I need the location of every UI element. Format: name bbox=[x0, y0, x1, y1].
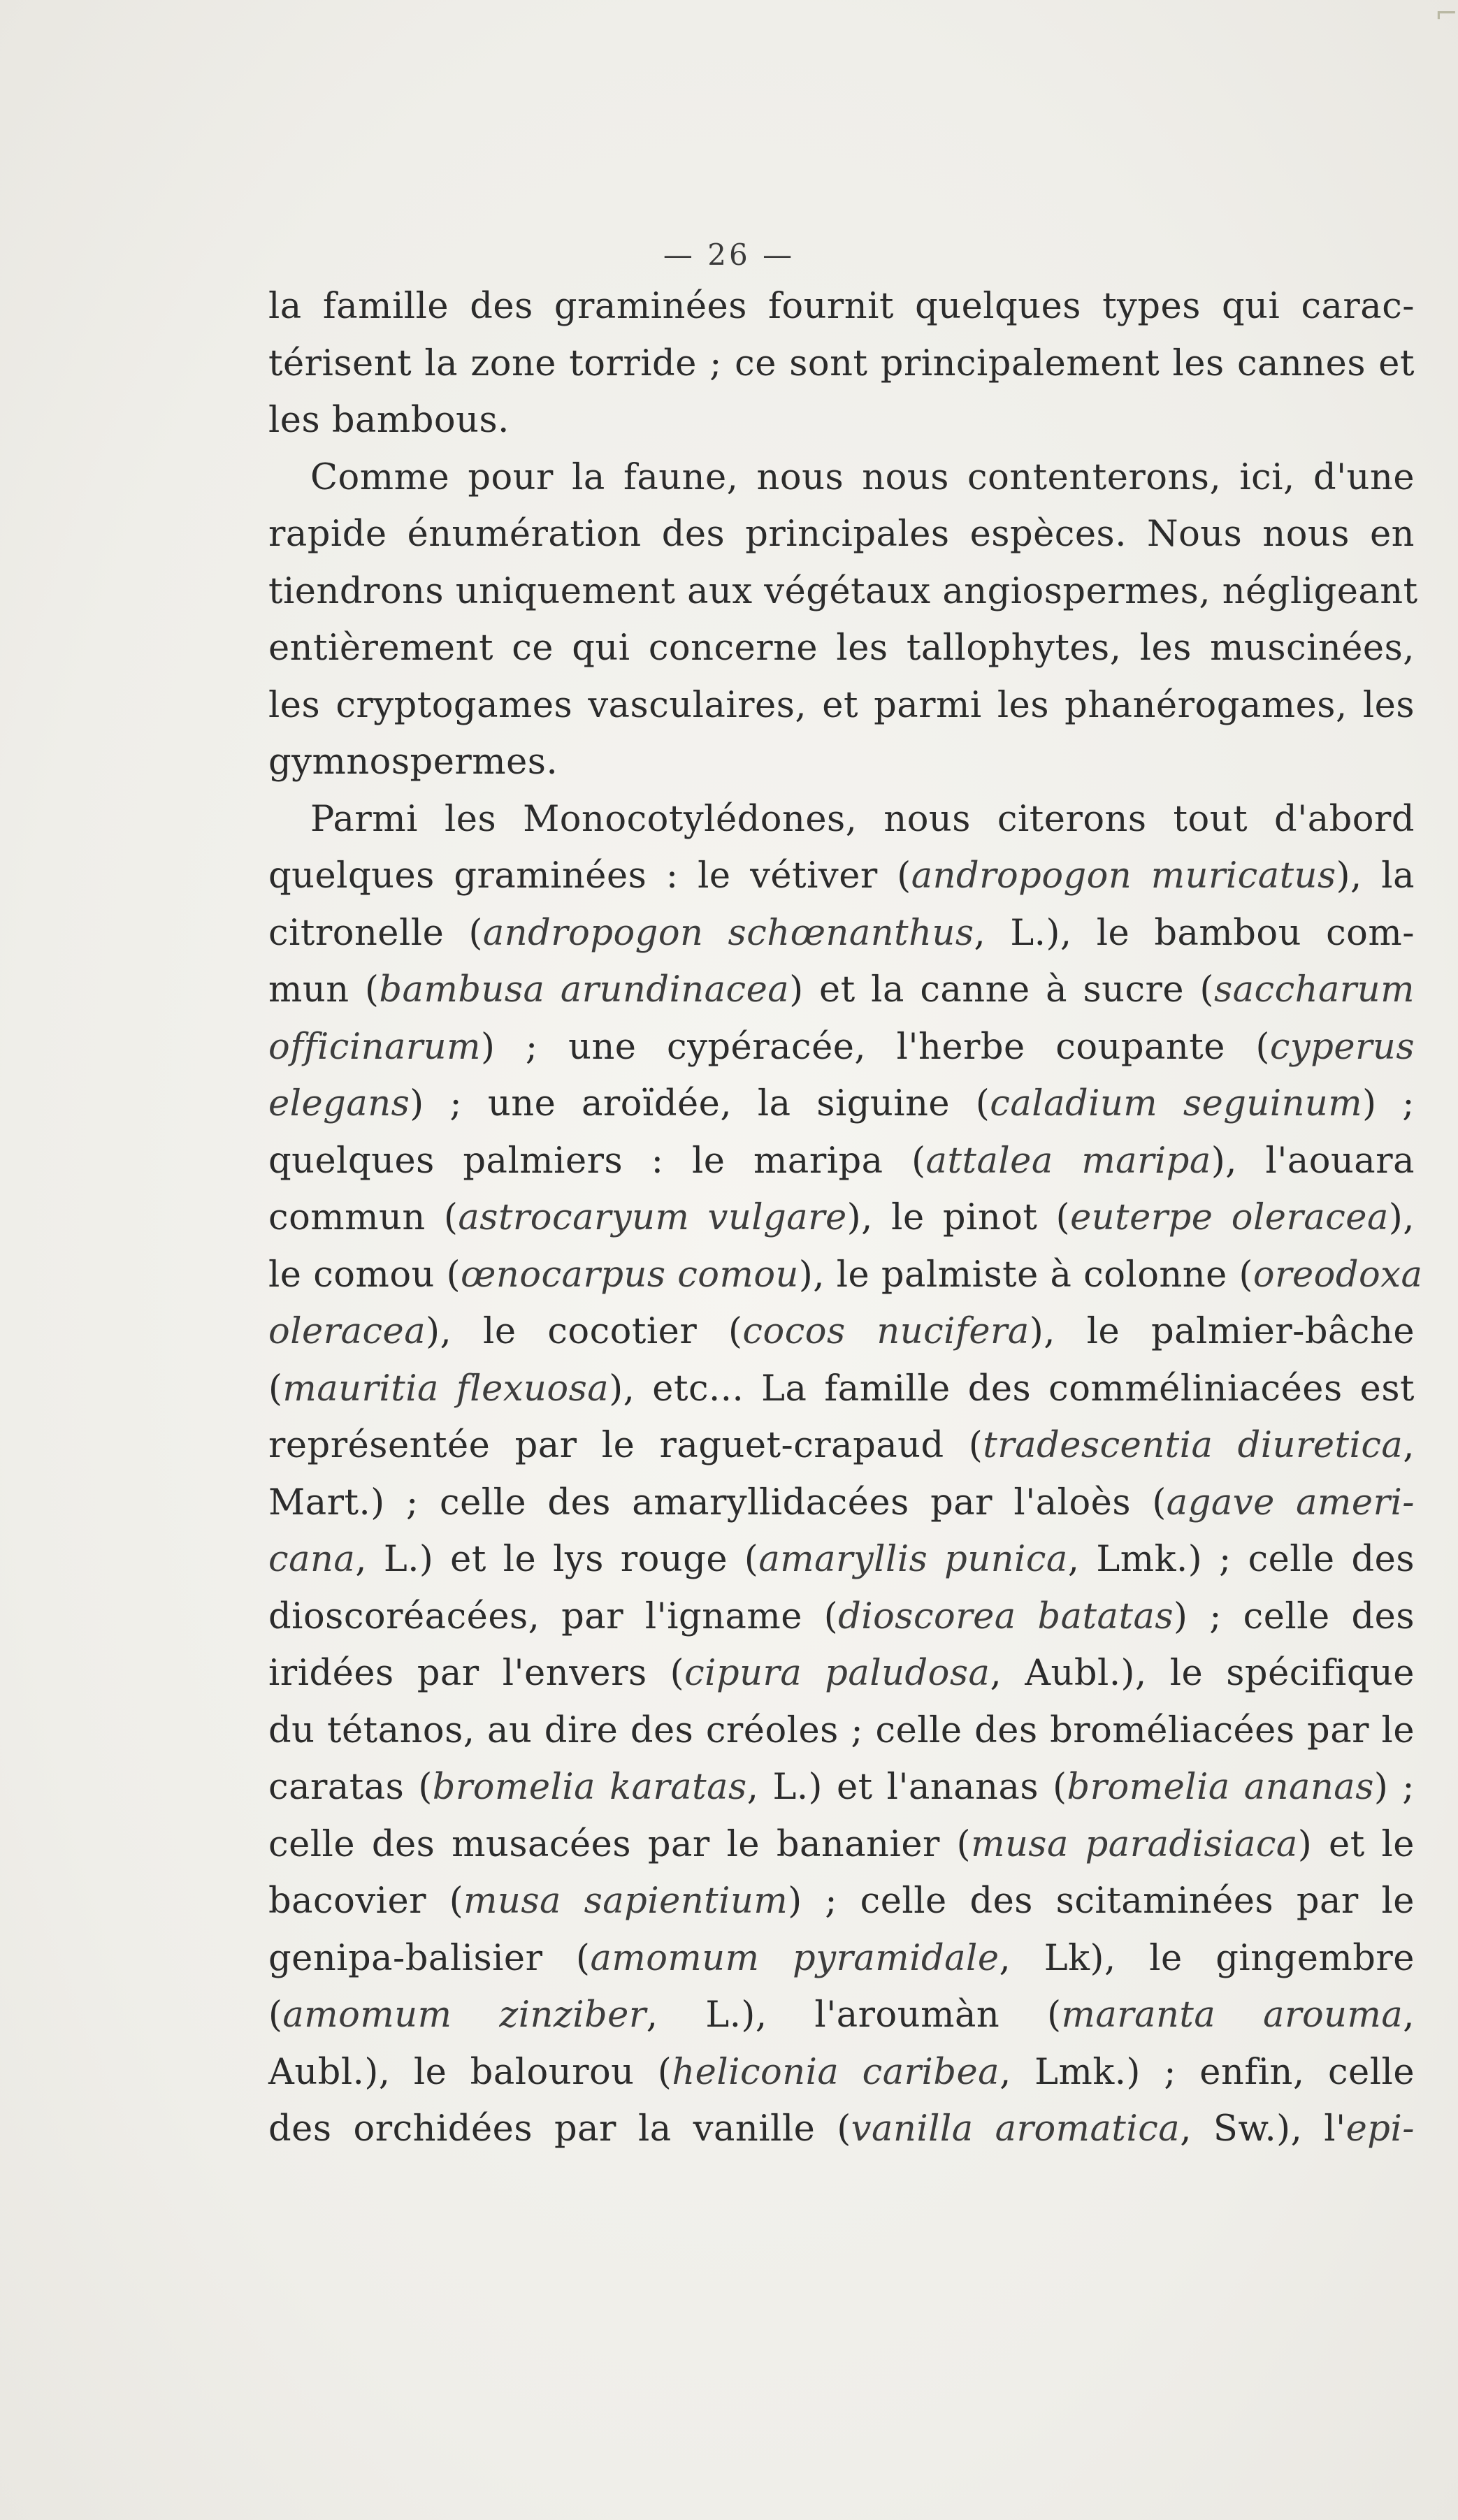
text-segment: , Lk), le gingembre bbox=[999, 1937, 1415, 1979]
text-segment: ) ; celle des bbox=[1174, 1595, 1415, 1637]
italic-taxon: saccharum bbox=[1213, 969, 1415, 1011]
italic-taxon: vanilla aromatica bbox=[851, 2108, 1181, 2150]
text-segment: des orchidées par la vanille ( bbox=[268, 2108, 851, 2150]
text-segment: quelques palmiers : le maripa ( bbox=[268, 1140, 926, 1182]
italic-taxon: tradescentia diuretica bbox=[983, 1425, 1403, 1466]
italic-taxon: cocos nucifera bbox=[742, 1311, 1030, 1352]
body-text bbox=[268, 278, 1423, 2158]
text-segment: dioscoréacées, par l'igname ( bbox=[268, 1595, 839, 1637]
text-segment: , L.) et l'ananas ( bbox=[746, 1767, 1067, 1808]
text-segment: Parmi les Monocotylédones, nous citerons tout d'abord bbox=[310, 798, 1415, 840]
text-segment: citronelle ( bbox=[268, 912, 483, 954]
text-segment: ), le palmier-bâche bbox=[1029, 1311, 1415, 1352]
text-segment: Aubl.), le balourou ( bbox=[268, 2051, 672, 2093]
text-segment: , Aubl.), le spécifique bbox=[990, 1653, 1415, 1694]
text-segment: , Lmk.) ; enfin, celle bbox=[999, 2051, 1415, 2093]
text-line bbox=[268, 2044, 1415, 2101]
italic-taxon: œnocarpus comou bbox=[461, 1254, 799, 1296]
italic-taxon: bromelia karatas bbox=[432, 1767, 747, 1808]
text-segment: , L.), l'aroumàn ( bbox=[646, 1994, 1062, 2036]
text-segment: du tétanos, au dire des créoles ; celle des broméliacées par le bbox=[268, 1709, 1415, 1751]
italic-taxon: caladium seguinum bbox=[990, 1083, 1363, 1124]
italic-taxon: cipura paludosa bbox=[684, 1653, 990, 1694]
text-line bbox=[268, 1076, 1415, 1133]
text-line bbox=[268, 1816, 1415, 1874]
text-line bbox=[268, 1417, 1415, 1475]
text-segment: rapide énumération des principales espèces. Nous nous en bbox=[268, 514, 1415, 555]
text-segment: représentée par le raguet-crapaud ( bbox=[268, 1425, 983, 1466]
text-line bbox=[268, 1987, 1415, 2044]
text-line bbox=[268, 278, 1415, 335]
text-segment: entièrement ce qui concerne les tallophytes, les muscinées, bbox=[268, 628, 1415, 669]
text-line bbox=[268, 1189, 1415, 1247]
text-segment: térisent la zone torride ; ce sont principalement les cannes et bbox=[268, 342, 1415, 384]
text-segment: la famille des graminées fournit quelques types qui carac- bbox=[268, 286, 1415, 327]
text-line bbox=[268, 392, 1415, 449]
italic-taxon: elegans bbox=[268, 1083, 410, 1124]
text-line bbox=[268, 734, 1415, 791]
italic-taxon: agave ameri- bbox=[1166, 1482, 1415, 1523]
italic-taxon: bambusa arundinacea bbox=[379, 969, 790, 1011]
text-segment: ), etc... La famille des comméliniacées est bbox=[609, 1368, 1415, 1410]
text-segment: , bbox=[1403, 1425, 1415, 1466]
text-line bbox=[268, 506, 1415, 563]
text-segment: ) ; une aroïdée, la siguine ( bbox=[410, 1083, 990, 1124]
italic-taxon: cana bbox=[268, 1539, 356, 1580]
italic-taxon: bromelia ananas bbox=[1067, 1767, 1374, 1808]
text-segment: ), le pinot ( bbox=[846, 1197, 1071, 1238]
italic-taxon: musa sapientium bbox=[463, 1881, 788, 1922]
text-segment: , L.) et le lys rouge ( bbox=[355, 1539, 759, 1580]
text-segment: Mart.) ; celle des amaryllidacées par l'aloès ( bbox=[268, 1482, 1167, 1523]
text-line bbox=[268, 563, 1418, 621]
text-line bbox=[268, 1133, 1415, 1190]
italic-taxon: astrocaryum vulgare bbox=[458, 1197, 847, 1238]
text-segment: Comme pour la faune, nous nous contenterons, ici, d'une bbox=[310, 456, 1415, 498]
text-segment: ), l'aouara bbox=[1211, 1140, 1415, 1182]
text-line bbox=[268, 677, 1415, 734]
text-segment: commun ( bbox=[268, 1197, 459, 1238]
text-segment: , bbox=[1403, 1994, 1415, 2036]
text-line bbox=[268, 1759, 1415, 1816]
text-segment: gymnospermes. bbox=[268, 741, 558, 783]
italic-taxon: musa paradisiaca bbox=[971, 1823, 1298, 1865]
text-segment: celle des musacées par le bananier ( bbox=[268, 1823, 972, 1865]
text-segment: ) et la canne à sucre ( bbox=[789, 969, 1214, 1011]
text-segment: , L.), le bambou com- bbox=[974, 912, 1415, 954]
italic-taxon: amomum pyramidale bbox=[590, 1937, 999, 1979]
text-segment: le comou ( bbox=[268, 1254, 461, 1296]
text-segment: mun ( bbox=[268, 969, 380, 1011]
italic-taxon: oreodoxa bbox=[1253, 1254, 1423, 1296]
text-segment: genipa-balisier ( bbox=[268, 1937, 591, 1979]
text-line bbox=[268, 1702, 1415, 1760]
text-segment: quelques graminées : le vétiver ( bbox=[268, 855, 911, 897]
text-line bbox=[268, 1247, 1423, 1304]
text-line bbox=[268, 449, 1415, 507]
text-line bbox=[268, 905, 1415, 962]
text-segment: ), le palmiste à colonne ( bbox=[798, 1254, 1253, 1296]
text-line bbox=[268, 1303, 1415, 1361]
text-line bbox=[268, 1475, 1415, 1532]
italic-taxon: officinarum bbox=[268, 1026, 481, 1068]
text-line bbox=[268, 1361, 1415, 1418]
text-segment: ) ; bbox=[1362, 1083, 1415, 1124]
text-line bbox=[268, 848, 1415, 905]
italic-taxon: andropogon schœnanthus bbox=[482, 912, 974, 954]
text-line bbox=[268, 1930, 1415, 1987]
text-segment: , Lmk.) ; celle des bbox=[1067, 1539, 1415, 1580]
text-line bbox=[268, 791, 1415, 848]
text-segment: bacovier ( bbox=[268, 1881, 464, 1922]
text-segment: ), la bbox=[1336, 855, 1415, 897]
text-segment: caratas ( bbox=[268, 1767, 433, 1808]
italic-taxon: mauritia flexuosa bbox=[282, 1368, 609, 1410]
text-line bbox=[268, 620, 1415, 677]
italic-taxon: attalea maripa bbox=[925, 1140, 1211, 1182]
text-line bbox=[268, 1873, 1415, 1930]
text-line bbox=[268, 1645, 1415, 1702]
text-segment: ), le cocotier ( bbox=[426, 1311, 743, 1352]
text-line bbox=[268, 2101, 1415, 2158]
text-line bbox=[268, 1588, 1415, 1646]
text-line bbox=[268, 1531, 1415, 1588]
text-segment: ) ; une cypéracée, l'herbe coupante ( bbox=[480, 1026, 1270, 1068]
italic-taxon: dioscorea batatas bbox=[838, 1595, 1174, 1637]
text-segment: les bambous. bbox=[268, 400, 510, 441]
italic-taxon: maranta arouma bbox=[1061, 1994, 1403, 2036]
italic-taxon: epi- bbox=[1345, 2108, 1415, 2150]
text-line bbox=[268, 1019, 1415, 1076]
text-line bbox=[268, 962, 1415, 1019]
italic-taxon: amomum zinziber bbox=[282, 1994, 647, 2036]
text-segment: ) ; celle des scitaminées par le bbox=[788, 1881, 1415, 1922]
text-line bbox=[268, 335, 1415, 393]
text-segment: ), bbox=[1388, 1197, 1415, 1238]
text-segment: les cryptogames vasculaires, et parmi les phanérogames, les bbox=[268, 684, 1415, 726]
corner-ink-mark: ⌐ bbox=[1434, 0, 1458, 30]
text-segment: ( bbox=[268, 1368, 283, 1410]
text-segment: iridées par l'envers ( bbox=[268, 1653, 685, 1694]
page-number: — 26 — bbox=[663, 238, 795, 272]
italic-taxon: amaryllis punica bbox=[758, 1539, 1068, 1580]
text-segment: , Sw.), l' bbox=[1180, 2108, 1346, 2150]
italic-taxon: cyperus bbox=[1269, 1026, 1415, 1068]
text-segment: ) et le bbox=[1297, 1823, 1415, 1865]
italic-taxon: heliconia caribea bbox=[672, 2051, 1000, 2093]
text-segment: ( bbox=[268, 1994, 283, 2036]
text-segment: tiendrons uniquement aux végétaux angiospermes, négligeant bbox=[268, 570, 1418, 612]
italic-taxon: euterpe oleracea bbox=[1070, 1197, 1389, 1238]
italic-taxon: oleracea bbox=[268, 1311, 426, 1352]
italic-taxon: andropogon muricatus bbox=[911, 855, 1336, 897]
text-segment: ) ; bbox=[1373, 1767, 1415, 1808]
